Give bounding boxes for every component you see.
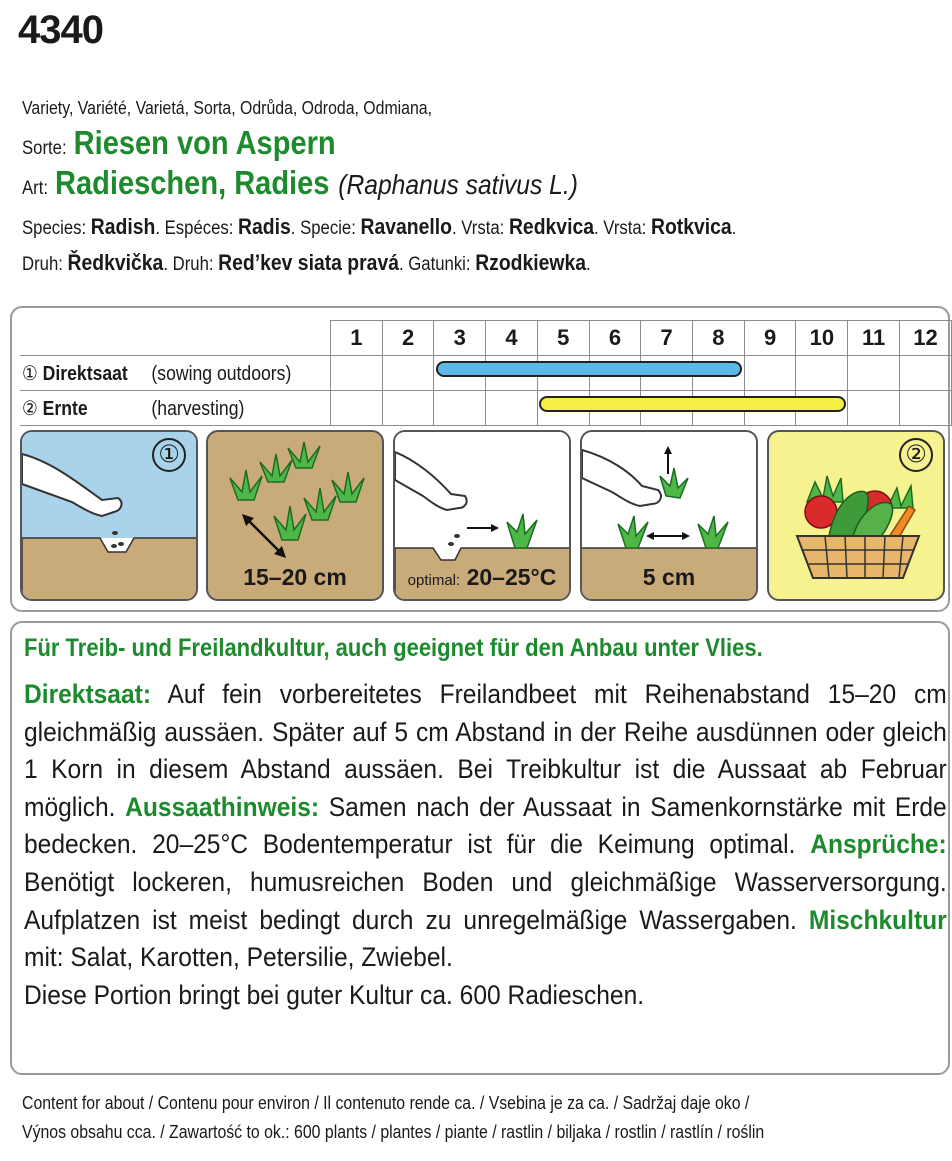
species-label: Specie: bbox=[300, 218, 356, 239]
row-spacing-caption: 15–20 cm bbox=[243, 564, 347, 590]
month-4: 4 bbox=[486, 321, 538, 356]
calendar-corner bbox=[20, 321, 330, 356]
product-code: 4340 bbox=[18, 8, 103, 52]
mischkultur-heading: Mischkultur bbox=[808, 904, 947, 935]
art-label: Art: bbox=[22, 178, 49, 199]
species-label: Druh: bbox=[172, 254, 214, 275]
variety-name-line bbox=[22, 124, 378, 162]
month-3: 3 bbox=[434, 321, 486, 356]
species-label: Vrsta: bbox=[461, 218, 505, 239]
ansprueche-text: Benötigt lockeren, humusreichen Boden und gleichmäßige Wasserversorgung. Aufplatzen ist meist bedingt durch zu unregelmäßige Wassergaben. bbox=[24, 866, 947, 935]
species-value: Ravanello bbox=[360, 214, 452, 239]
pictogram-temperature bbox=[393, 430, 571, 601]
pictogram-row-spacing bbox=[206, 430, 384, 601]
species-translations-line-2: Druh: Ředkvička. Druh: Red’kev siata pravá. Gatunki: Rzodkiewka. bbox=[22, 250, 591, 275]
cultivation-headline: Für Treib- und Freilandkultur, auch geeignet für den Anbau unter Vlies. bbox=[24, 634, 763, 662]
species-label: Vrsta: bbox=[603, 218, 647, 239]
species-translations-line-1: Species: Radish. Espéces: Radis. Specie: Ravanello. Vrsta: Redkvica. Vrsta: Rotkvica. bbox=[22, 214, 737, 239]
species-name-line bbox=[22, 164, 654, 202]
species-label: Gatunki: bbox=[408, 254, 471, 275]
direktsaat-heading: Direktsaat: bbox=[24, 679, 152, 709]
latin-name: (Raphanus sativus L.) bbox=[338, 169, 578, 200]
month-12: 12 bbox=[900, 321, 952, 356]
variety-name: Riesen von Aspern bbox=[73, 124, 336, 161]
content-note-line-1: Content for about / Contenu pour environ / Il contenuto rende ca. / Vsebina je za ca. / Sadržaj daje oko / bbox=[22, 1093, 750, 1113]
portion-note: Diese Portion bringt bei guter Kultur ca. 600 Radieschen. bbox=[24, 979, 645, 1010]
step-number-badge: ② bbox=[899, 438, 933, 472]
month-2: 2 bbox=[382, 321, 434, 356]
species-label: Espéces: bbox=[164, 218, 234, 239]
ansprueche-heading: Ansprüche: bbox=[810, 829, 947, 860]
mischkultur-text: mit: Salat, Karotten, Petersilie, Zwiebel. bbox=[24, 942, 453, 973]
species-label: Species: bbox=[22, 218, 87, 239]
species-label: Druh: bbox=[22, 254, 63, 275]
content-note-line-2: Výnos obsahu cca. / Zawartość to ok.: 600 plants / plantes / piante / rastlin / biljaka / rostlin / rastlín / roślin bbox=[22, 1122, 765, 1142]
species-value: Rotkvica bbox=[650, 214, 732, 239]
pictogram-thinning bbox=[580, 430, 758, 601]
month-9: 9 bbox=[744, 321, 796, 356]
sowing-row-label: ① Direktsaat (sowing outdoors) bbox=[20, 356, 330, 391]
instructions-paragraph bbox=[24, 676, 947, 977]
sowing-period-bar bbox=[436, 361, 743, 377]
temperature-caption: optimal: 20–25°C bbox=[407, 564, 557, 590]
species-value: Rzodkiewka bbox=[475, 250, 587, 275]
month-8: 8 bbox=[693, 321, 745, 356]
species-name: Radieschen, Radies bbox=[55, 164, 330, 201]
thinning-caption: 5 cm bbox=[642, 564, 696, 590]
step-number-badge: ① bbox=[152, 438, 186, 472]
species-value: Radish bbox=[90, 214, 156, 239]
species-value: Ředkvička bbox=[67, 250, 164, 275]
direktsaat-text: Auf fein vorbereitetes Freilandbeet mit Reihenabstand 15–20 cm gleichmäßig aussäen. Später auf 5 cm Abstand in der Reihe ausdünnen oder gleich 1 Korn in diesem Abstand aussäen. Bei Treibkultur ist die Aussaat ab Februar möglich. bbox=[24, 679, 947, 822]
month-6: 6 bbox=[589, 321, 641, 356]
month-7: 7 bbox=[641, 321, 693, 356]
aussaathinweis-text: Samen nach der Aussaat in Samenkornstärke mit Erde bedecken. 20–25°C Bodentemperatur ist für die Keimung optimal. bbox=[24, 791, 947, 860]
aussaathinweis-heading: Aussaathinweis: bbox=[125, 791, 320, 822]
pictogram-harvest bbox=[767, 430, 945, 601]
species-value: Radis bbox=[238, 214, 291, 239]
variety-languages-line: Variety, Variété, Varietá, Sorta, Odrůda, Odroda, Odmiana, bbox=[22, 98, 432, 118]
month-10: 10 bbox=[796, 321, 848, 356]
instructions-text bbox=[24, 676, 947, 1014]
species-value: Redkvica bbox=[508, 214, 594, 239]
pictogram-sowing bbox=[20, 430, 198, 601]
sorte-label: Sorte: bbox=[22, 138, 67, 159]
harvest-row-label: ② Ernte (harvesting) bbox=[20, 391, 330, 426]
month-1: 1 bbox=[330, 321, 382, 356]
species-value: Red’kev siata pravá bbox=[218, 250, 399, 275]
harvest-period-bar bbox=[539, 396, 846, 412]
month-5: 5 bbox=[537, 321, 589, 356]
month-11: 11 bbox=[848, 321, 900, 356]
calendar-header-row bbox=[20, 321, 952, 356]
